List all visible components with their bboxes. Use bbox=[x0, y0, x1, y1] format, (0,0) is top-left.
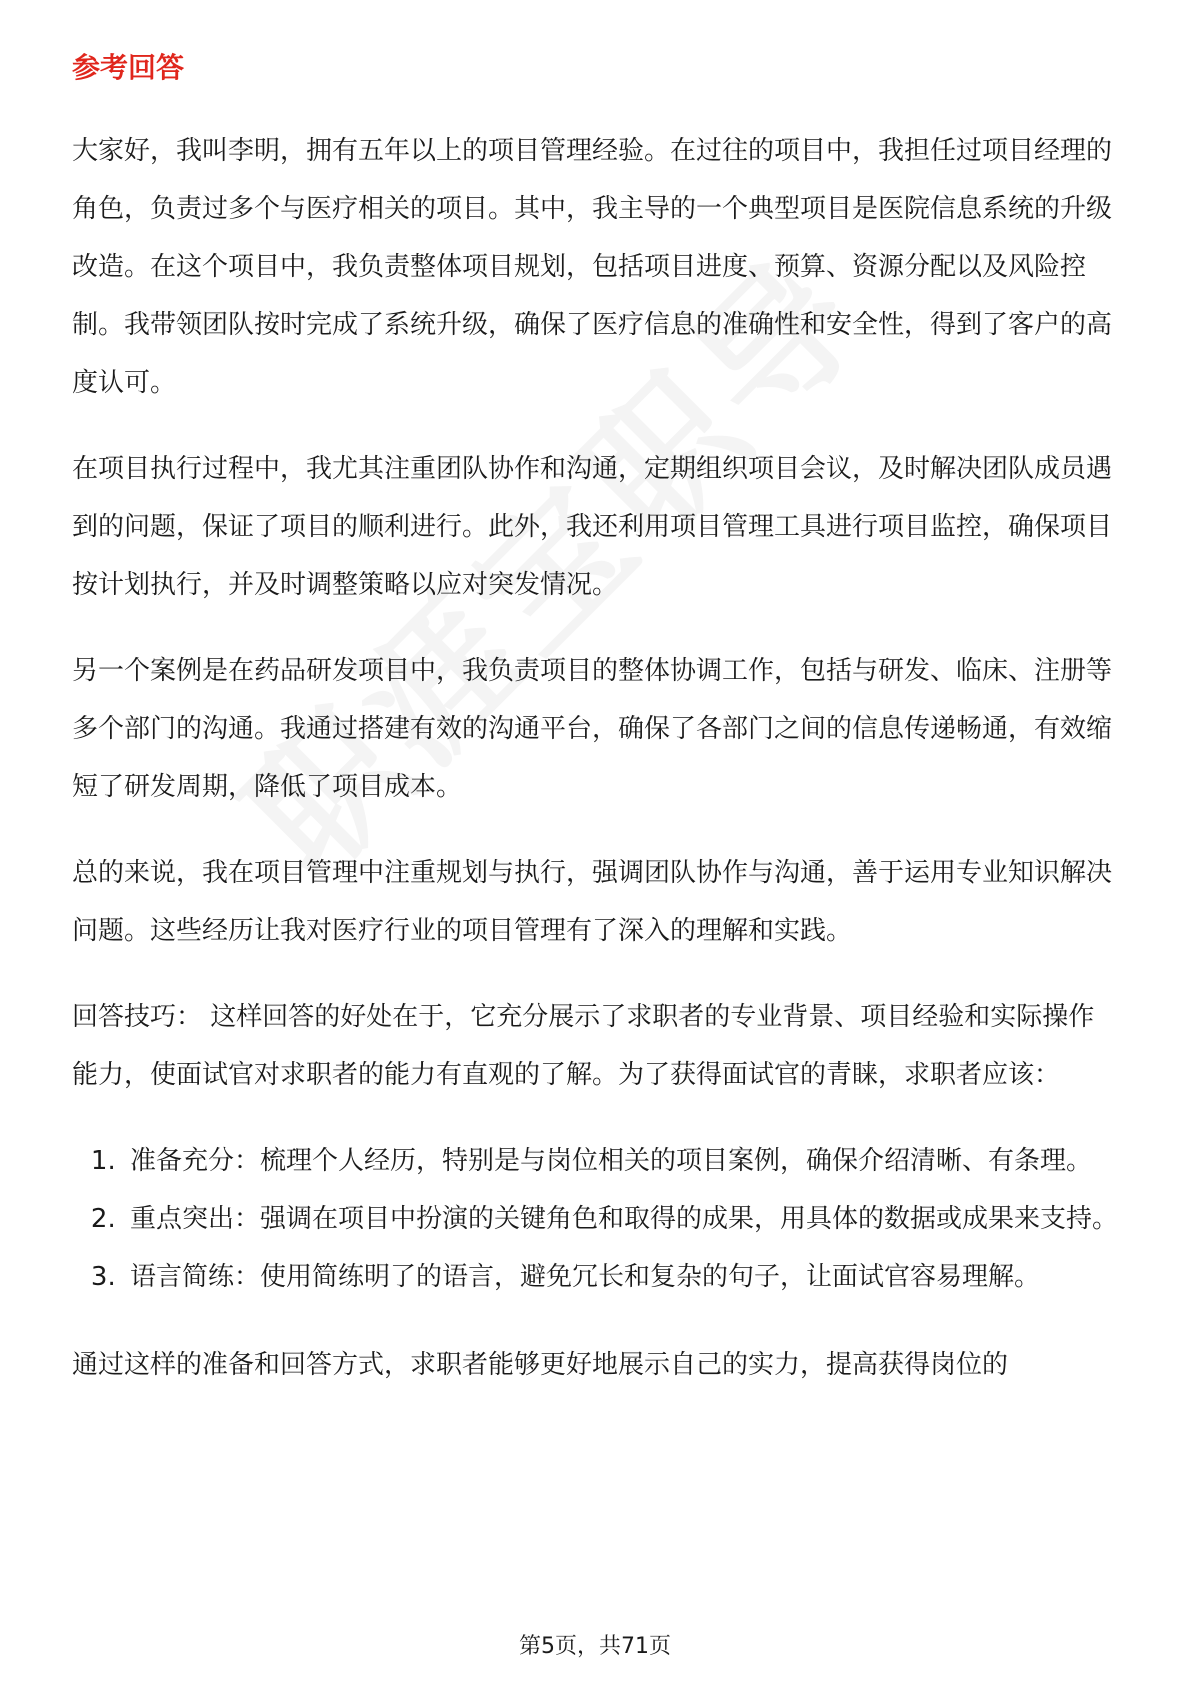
page-content bbox=[72, 48, 1118, 1422]
paragraph-closing: 通过这样的准备和回答方式，求职者能够更好地展示自己的实力，提高获得岗位的 bbox=[72, 1350, 1009, 1380]
paragraph-tips-intro: 回答技巧： 这样回答的好处在于，它充分展示了求职者的专业背景、项目经验和实际操作能力，使面试官对求职者的能力有直观的了解。为了获得面试官的青睐，求职者应该： bbox=[72, 1002, 1095, 1090]
paragraph-case: 另一个案例是在药品研发项目中，我负责项目的整体协调工作，包括与研发、临床、注册等多个部门的沟通。我通过搭建有效的沟通平台，确保了各部门之间的信息传递畅通，有效缩短了研发周期，降低了项目成本。 bbox=[72, 656, 1113, 802]
list-item: 1. 准备充分：梳理个人经历，特别是与岗位相关的项目案例，确保介绍清晰、有条理。 bbox=[124, 1132, 1118, 1190]
list-item: 2. 重点突出：强调在项目中扮演的关键角色和取得的成果，用具体的数据或成果来支持。 bbox=[124, 1190, 1118, 1248]
page-number: 第5页，共71页 bbox=[519, 1634, 671, 1659]
paragraph-intro: 大家好，我叫李明，拥有五年以上的项目管理经验。在过往的项目中，我担任过项目经理的角色，负责过多个与医疗相关的项目。其中，我主导的一个典型项目是医院信息系统的升级改造。在这个项目中，我负责整体项目规划，包括项目进度、预算、资源分配以及风险控制。我带领团队按时完成了系统升级，确保了医疗信息的准确性和安全性，得到了客户的高度认可。 bbox=[72, 136, 1113, 398]
section-title: 参考回答 bbox=[72, 51, 185, 84]
paragraph-summary: 总的来说，我在项目管理中注重规划与执行，强调团队协作与沟通，善于运用专业知识解决问题。这些经历让我对医疗行业的项目管理有了深入的理解和实践。 bbox=[72, 858, 1113, 946]
list-item: 3. 语言简练：使用简练明了的语言，避免冗长和复杂的句子，让面试官容易理解。 bbox=[124, 1248, 1118, 1306]
tips-list bbox=[72, 1132, 1118, 1306]
paragraph-execution: 在项目执行过程中，我尤其注重团队协作和沟通，定期组织项目会议，及时解决团队成员遇到的问题，保证了项目的顺利进行。此外，我还利用项目管理工具进行项目监控，确保项目按计划执行，并及时调整策略以应对突发情况。 bbox=[72, 454, 1113, 600]
